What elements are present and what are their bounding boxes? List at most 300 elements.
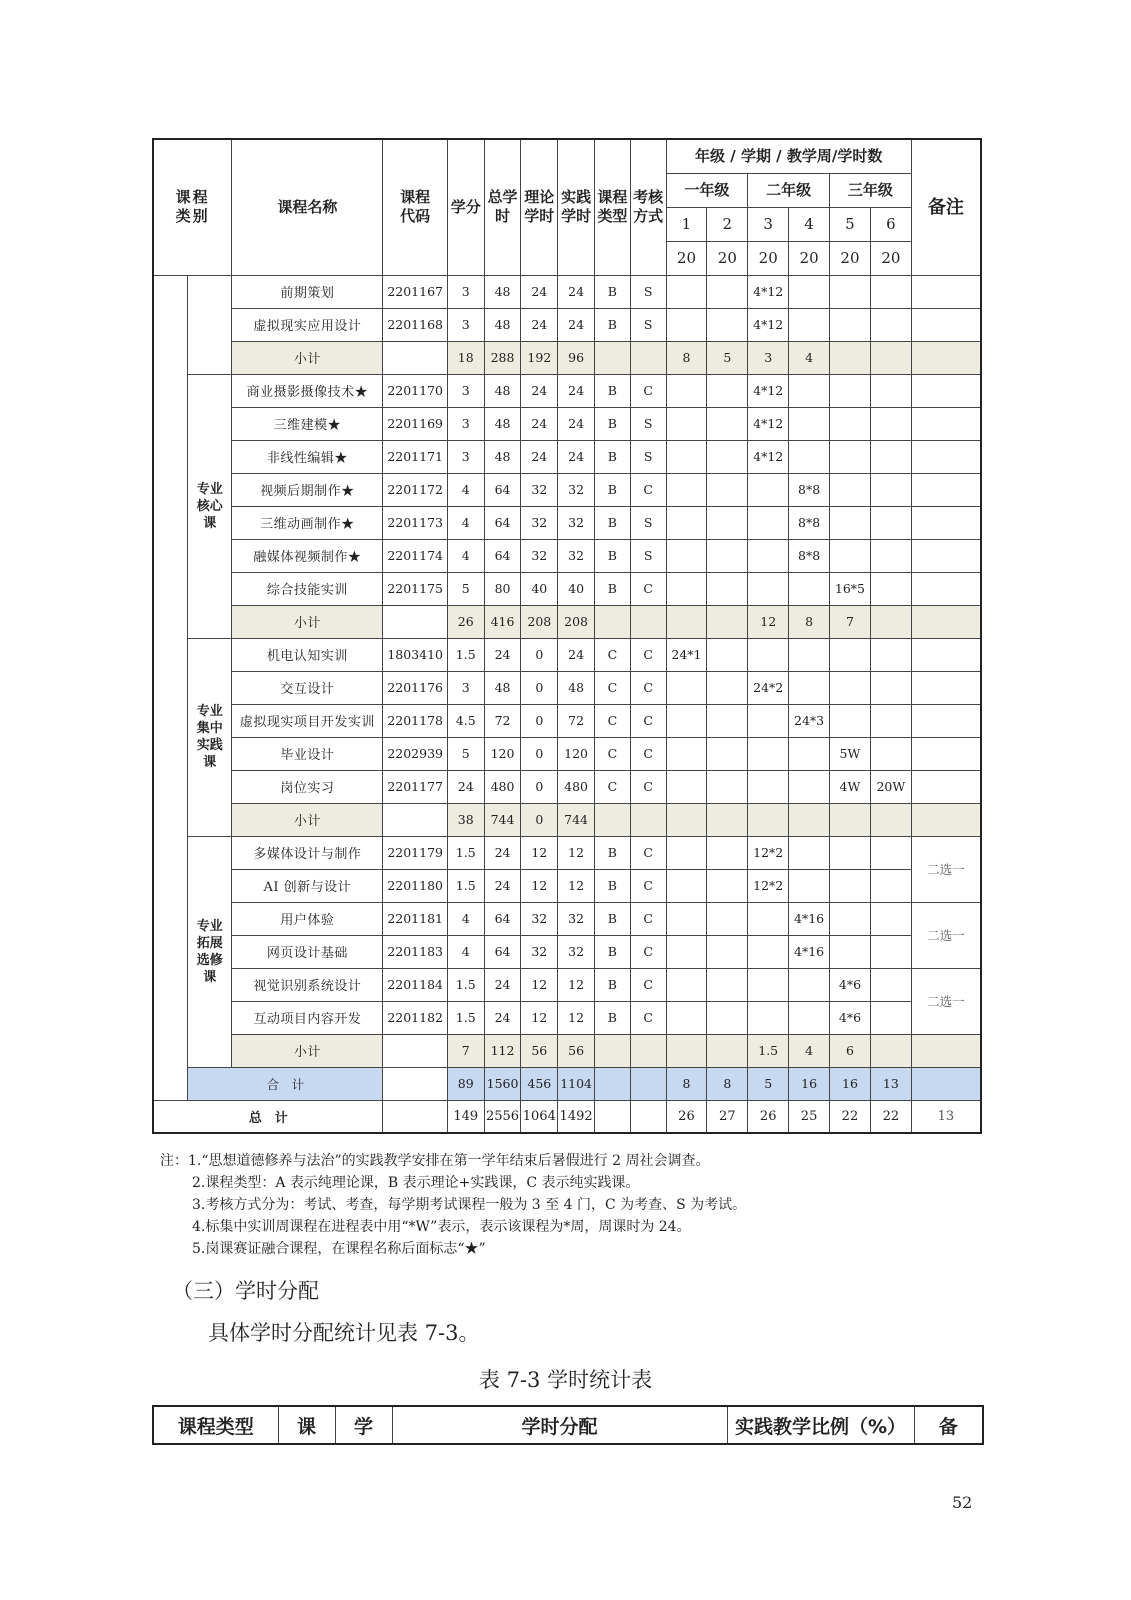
- course-name: 非线性编辑★: [232, 440, 383, 473]
- table-row: [153, 1067, 981, 1100]
- cell-assess: C: [630, 836, 666, 869]
- cell-note: [911, 737, 981, 770]
- cell-code: 2201169: [383, 407, 447, 440]
- cell-code: 2201175: [383, 572, 447, 605]
- cell-type: C: [594, 671, 630, 704]
- cell-s2: [707, 440, 748, 473]
- cell-s3: [748, 935, 789, 968]
- cell-s6: [870, 539, 911, 572]
- cell-credit: 149: [447, 1100, 484, 1133]
- cell-s5: [830, 374, 871, 407]
- header-course-type: 课程类型: [594, 139, 630, 275]
- cell-theory: 0: [521, 737, 558, 770]
- cell-s5: 22: [830, 1100, 871, 1133]
- cell-s3: 12*2: [748, 869, 789, 902]
- table-row: [153, 440, 981, 473]
- cell-credit: 89: [447, 1067, 484, 1100]
- cell-assess: S: [630, 440, 666, 473]
- cell-total: 24: [484, 968, 521, 1001]
- cell-code: 2201174: [383, 539, 447, 572]
- cell-practice: 24: [558, 440, 595, 473]
- cell-credit: 1.5: [447, 869, 484, 902]
- cell-s5: 16: [830, 1067, 871, 1100]
- header-weeks-3: 20: [748, 241, 789, 275]
- cell-practice: 56: [558, 1034, 595, 1067]
- cell-s3: 1.5: [748, 1034, 789, 1067]
- cell-s2: [707, 869, 748, 902]
- header-year3: 三年级: [830, 173, 912, 207]
- cell-s3: [748, 539, 789, 572]
- cell-s2: [707, 704, 748, 737]
- course-name: 交互设计: [232, 671, 383, 704]
- cell-s2: [707, 473, 748, 506]
- note-line: 5.岗课赛证融合课程，在课程名称后面标志“★”: [192, 1241, 486, 1257]
- cell-theory: 12: [521, 1001, 558, 1034]
- cell-theory: 32: [521, 473, 558, 506]
- course-name: 融媒体视频制作★: [232, 539, 383, 572]
- cell-credit: 4: [447, 539, 484, 572]
- subtotal-label: 小计: [232, 605, 383, 638]
- cell-s6: [870, 671, 911, 704]
- cell-credit: 38: [447, 803, 484, 836]
- cell-s4: 24*3: [789, 704, 830, 737]
- cell-note: [911, 506, 981, 539]
- header-year2: 二年级: [748, 173, 830, 207]
- cell-note: [911, 440, 981, 473]
- cell-type: [594, 1034, 630, 1067]
- cell-s6: [870, 638, 911, 671]
- cell-total: 744: [484, 803, 521, 836]
- subtotal-label: 小计: [232, 341, 383, 374]
- cell-s4: 8*8: [789, 473, 830, 506]
- cell-note: [911, 770, 981, 803]
- cell-s3: 4*12: [748, 308, 789, 341]
- cell-theory: 24: [521, 308, 558, 341]
- header-weeks-1: 20: [666, 241, 707, 275]
- cell-code: 2201178: [383, 704, 447, 737]
- cell-practice: 12: [558, 968, 595, 1001]
- header-weeks-5: 20: [830, 241, 871, 275]
- table-row: [153, 671, 981, 704]
- table-row: [153, 638, 981, 671]
- course-name: 三维动画制作★: [232, 506, 383, 539]
- cell-s2: [707, 572, 748, 605]
- cell-s3: 4*12: [748, 374, 789, 407]
- cell-s5: [830, 935, 871, 968]
- cell-note: [911, 539, 981, 572]
- cell-type: [594, 803, 630, 836]
- cell-note: 13: [911, 1100, 981, 1133]
- cell-s1: [666, 407, 707, 440]
- cell-s5: 6: [830, 1034, 871, 1067]
- cell-code: 2201176: [383, 671, 447, 704]
- category-cell: 专业核心课: [188, 374, 232, 638]
- cell-s6: [870, 374, 911, 407]
- cell-practice: 32: [558, 473, 595, 506]
- cell-note: [911, 572, 981, 605]
- cell-total: 48: [484, 374, 521, 407]
- cell-s5: [830, 902, 871, 935]
- cell-note: [911, 638, 981, 671]
- cell-s1: [666, 836, 707, 869]
- table-row: [153, 737, 981, 770]
- header-assessment: 考核方式: [630, 139, 666, 275]
- table-row: [153, 341, 981, 374]
- cell-total: 288: [484, 341, 521, 374]
- table-row: [153, 869, 981, 902]
- header-semester-3: 3: [748, 207, 789, 241]
- cell-total: 48: [484, 440, 521, 473]
- cell-type: [594, 605, 630, 638]
- course-name: AI 创新与设计: [232, 869, 383, 902]
- cell-theory: 0: [521, 803, 558, 836]
- t73-header-hours-distribution: 学时分配: [392, 1406, 727, 1444]
- cell-total: 48: [484, 671, 521, 704]
- course-schedule-table: [152, 138, 982, 1134]
- cell-s5: [830, 671, 871, 704]
- cell-s2: [707, 506, 748, 539]
- cell-total: 1560: [484, 1067, 521, 1100]
- cell-s6: [870, 704, 911, 737]
- cell-practice: 480: [558, 770, 595, 803]
- cell-s6: [870, 935, 911, 968]
- cell-s3: [748, 1001, 789, 1034]
- course-name: 机电认知实训: [232, 638, 383, 671]
- cell-s2: [707, 968, 748, 1001]
- cell-total: 112: [484, 1034, 521, 1067]
- cell-s5: [830, 803, 871, 836]
- cell-s4: [789, 737, 830, 770]
- cell-s1: [666, 704, 707, 737]
- note-line: 3.考核方式分为：考试、考查，每学期考试课程一般为 3 至 4 门，C 为考查、S 为考试。: [192, 1197, 747, 1213]
- cell-total: 80: [484, 572, 521, 605]
- cell-s2: [707, 374, 748, 407]
- header-semester-4: 4: [789, 207, 830, 241]
- cell-s1: [666, 440, 707, 473]
- cell-s6: [870, 605, 911, 638]
- course-name: 三维建模★: [232, 407, 383, 440]
- cell-s3: [748, 803, 789, 836]
- cell-total: 24: [484, 1001, 521, 1034]
- cell-s3: 3: [748, 341, 789, 374]
- cell-total: 48: [484, 407, 521, 440]
- cell-s5: [830, 407, 871, 440]
- cell-s1: [666, 1001, 707, 1034]
- cell-s2: [707, 1001, 748, 1034]
- cell-s6: [870, 407, 911, 440]
- cell-s1: [666, 737, 707, 770]
- table-row: [153, 605, 981, 638]
- header-practice-hours: 实践学时: [558, 139, 595, 275]
- cell-s3: [748, 638, 789, 671]
- cell-s5: [830, 638, 871, 671]
- cell-credit: 3: [447, 671, 484, 704]
- cell-s5: 7: [830, 605, 871, 638]
- cell-code: 2202939: [383, 737, 447, 770]
- table-caption: 表 7-3 学时统计表: [478, 1368, 653, 1392]
- cell-assess: [630, 1100, 666, 1133]
- cell-s5: [830, 341, 871, 374]
- table-row: [153, 407, 981, 440]
- cell-s5: 16*5: [830, 572, 871, 605]
- cell-type: C: [594, 638, 630, 671]
- cell-note: [911, 308, 981, 341]
- course-name: 用户体验: [232, 902, 383, 935]
- cell-code: 2201170: [383, 374, 447, 407]
- cell-assess: [630, 605, 666, 638]
- total-label: 总 计: [153, 1100, 383, 1133]
- header-semester-5: 5: [830, 207, 871, 241]
- cell-type: C: [594, 770, 630, 803]
- cell-practice: 12: [558, 1001, 595, 1034]
- header-theory-hours: 理论学时: [521, 139, 558, 275]
- cell-s2: [707, 737, 748, 770]
- cell-assess: C: [630, 737, 666, 770]
- cell-credit: 4: [447, 902, 484, 935]
- table-row: [153, 836, 981, 869]
- header-total-hours: 总学时: [484, 139, 521, 275]
- header-course-category: 课程类别: [153, 139, 232, 275]
- cell-s6: [870, 308, 911, 341]
- cell-s2: 27: [707, 1100, 748, 1133]
- category-cell: 专业集中实践课: [188, 638, 232, 836]
- cell-total: 24: [484, 836, 521, 869]
- cell-type: B: [594, 968, 630, 1001]
- cell-theory: 12: [521, 869, 558, 902]
- cell-s6: 22: [870, 1100, 911, 1133]
- cell-s6: 20W: [870, 770, 911, 803]
- header-weeks-2: 20: [707, 241, 748, 275]
- cell-s3: 26: [748, 1100, 789, 1133]
- course-name: 互动项目内容开发: [232, 1001, 383, 1034]
- table-row: [153, 704, 981, 737]
- cell-s1: [666, 308, 707, 341]
- header-semester-6: 6: [870, 207, 911, 241]
- cell-s1: [666, 770, 707, 803]
- cell-credit: 4: [447, 506, 484, 539]
- cell-code: 1803410: [383, 638, 447, 671]
- course-name: 视觉识别系统设计: [232, 968, 383, 1001]
- table-row: [153, 902, 981, 935]
- cell-theory: 56: [521, 1034, 558, 1067]
- cell-s1: 24*1: [666, 638, 707, 671]
- cell-s5: 4*6: [830, 1001, 871, 1034]
- cell-practice: 12: [558, 869, 595, 902]
- cell-theory: 40: [521, 572, 558, 605]
- cell-note: [911, 1067, 981, 1100]
- cell-s3: [748, 506, 789, 539]
- cell-s6: [870, 803, 911, 836]
- cell-code: 2201179: [383, 836, 447, 869]
- note-line: 2.课程类型：A 表示纯理论课，B 表示理论+实践课，C 表示纯实践课。: [192, 1175, 640, 1191]
- cell-type: B: [594, 869, 630, 902]
- cell-theory: 32: [521, 539, 558, 572]
- cell-assess: C: [630, 671, 666, 704]
- cell-total: 64: [484, 902, 521, 935]
- section-heading: （三）学时分配: [172, 1279, 319, 1303]
- cell-theory: 0: [521, 671, 558, 704]
- table-row: [153, 473, 981, 506]
- cell-s1: [666, 803, 707, 836]
- cell-s4: [789, 374, 830, 407]
- cell-credit: 5: [447, 572, 484, 605]
- cell-s4: [789, 770, 830, 803]
- cell-s4: [789, 308, 830, 341]
- cell-s1: [666, 473, 707, 506]
- cell-credit: 26: [447, 605, 484, 638]
- cell-total: 24: [484, 638, 521, 671]
- table-row: [153, 1100, 981, 1133]
- cell-practice: 208: [558, 605, 595, 638]
- cell-assess: [630, 1067, 666, 1100]
- cell-s1: [666, 968, 707, 1001]
- cell-s5: [830, 473, 871, 506]
- cell-theory: 32: [521, 935, 558, 968]
- header-course-code: 课程代码: [383, 139, 447, 275]
- table-row: [153, 308, 981, 341]
- subtotal-label: 小计: [232, 1034, 383, 1067]
- cell-practice: 32: [558, 539, 595, 572]
- table-row: [153, 1034, 981, 1067]
- cell-note: [911, 473, 981, 506]
- cell-assess: C: [630, 638, 666, 671]
- cell-credit: 4: [447, 473, 484, 506]
- cell-type: C: [594, 737, 630, 770]
- cell-code: 2201183: [383, 935, 447, 968]
- cell-code: [383, 803, 447, 836]
- cell-s4: [789, 803, 830, 836]
- cell-note: [911, 1034, 981, 1067]
- cell-type: B: [594, 506, 630, 539]
- header-weeks-6: 20: [870, 241, 911, 275]
- cell-assess: C: [630, 968, 666, 1001]
- cell-note: 二选一: [911, 902, 981, 968]
- cell-s2: [707, 836, 748, 869]
- page-number: 52: [952, 1493, 973, 1512]
- cell-assess: S: [630, 539, 666, 572]
- cell-s3: [748, 968, 789, 1001]
- cell-type: B: [594, 407, 630, 440]
- cell-theory: 0: [521, 770, 558, 803]
- cell-s1: [666, 572, 707, 605]
- cell-practice: 40: [558, 572, 595, 605]
- cell-s4: 4: [789, 1034, 830, 1067]
- cell-s4: [789, 638, 830, 671]
- cell-type: B: [594, 935, 630, 968]
- cell-note: [911, 803, 981, 836]
- cell-s2: [707, 308, 748, 341]
- cell-code: 2201168: [383, 308, 447, 341]
- cell-total: 64: [484, 935, 521, 968]
- category-outer-cell: [153, 275, 188, 1100]
- cell-s4: [789, 275, 830, 308]
- cell-s1: [666, 671, 707, 704]
- category-cell: [188, 275, 232, 374]
- cell-s1: 8: [666, 1067, 707, 1100]
- cell-s6: [870, 1001, 911, 1034]
- cell-assess: C: [630, 935, 666, 968]
- cell-s4: 8*8: [789, 506, 830, 539]
- cell-s3: [748, 902, 789, 935]
- header-semester-1: 1: [666, 207, 707, 241]
- cell-total: 416: [484, 605, 521, 638]
- cell-s4: 25: [789, 1100, 830, 1133]
- cell-s2: [707, 638, 748, 671]
- cell-s5: [830, 539, 871, 572]
- cell-s4: 16: [789, 1067, 830, 1100]
- cell-s5: [830, 869, 871, 902]
- cell-s4: [789, 671, 830, 704]
- cell-s4: 4*16: [789, 902, 830, 935]
- cell-s5: [830, 440, 871, 473]
- cell-total: 24: [484, 869, 521, 902]
- cell-assess: C: [630, 902, 666, 935]
- course-name: 商业摄影摄像技术★: [232, 374, 383, 407]
- cell-code: 2201180: [383, 869, 447, 902]
- cell-assess: C: [630, 473, 666, 506]
- cell-practice: 48: [558, 671, 595, 704]
- cell-theory: 24: [521, 374, 558, 407]
- cell-s4: 4*16: [789, 935, 830, 968]
- note-line: 4.标集中实训周课程在进程表中用“*W”表示，表示该课程为*周，周课时为 24。: [192, 1219, 691, 1235]
- table-row: [153, 506, 981, 539]
- cell-code: 2201182: [383, 1001, 447, 1034]
- cell-type: B: [594, 275, 630, 308]
- cell-s5: [830, 506, 871, 539]
- cell-practice: 12: [558, 836, 595, 869]
- cell-assess: [630, 1034, 666, 1067]
- cell-assess: S: [630, 275, 666, 308]
- cell-theory: 192: [521, 341, 558, 374]
- cell-s6: [870, 473, 911, 506]
- cell-total: 72: [484, 704, 521, 737]
- table-row: [153, 968, 981, 1001]
- header-credits: 学分: [447, 139, 484, 275]
- t73-header-remarks: 备: [914, 1406, 983, 1444]
- cell-note: [911, 605, 981, 638]
- cell-s5: 4W: [830, 770, 871, 803]
- cell-s3: [748, 770, 789, 803]
- cell-s4: [789, 572, 830, 605]
- cell-s3: 4*12: [748, 440, 789, 473]
- cell-practice: 32: [558, 902, 595, 935]
- cell-s2: [707, 902, 748, 935]
- cell-credit: 3: [447, 440, 484, 473]
- cell-s5: [830, 836, 871, 869]
- cell-practice: 24: [558, 374, 595, 407]
- header-course-name: 课程名称: [232, 139, 383, 275]
- cell-note: [911, 275, 981, 308]
- cell-s2: 8: [707, 1067, 748, 1100]
- cell-s3: [748, 737, 789, 770]
- cell-type: [594, 1100, 630, 1133]
- table-row: [153, 803, 981, 836]
- cell-credit: 24: [447, 770, 484, 803]
- cell-s6: [870, 902, 911, 935]
- cell-practice: 744: [558, 803, 595, 836]
- cell-theory: 24: [521, 275, 558, 308]
- cell-s2: [707, 1034, 748, 1067]
- sum-label: 合 计: [188, 1067, 383, 1100]
- cell-code: 2201173: [383, 506, 447, 539]
- cell-practice: 24: [558, 638, 595, 671]
- cell-s1: [666, 539, 707, 572]
- cell-assess: S: [630, 407, 666, 440]
- cell-s4: [789, 407, 830, 440]
- cell-code: [383, 1100, 447, 1133]
- cell-s3: [748, 572, 789, 605]
- cell-assess: C: [630, 704, 666, 737]
